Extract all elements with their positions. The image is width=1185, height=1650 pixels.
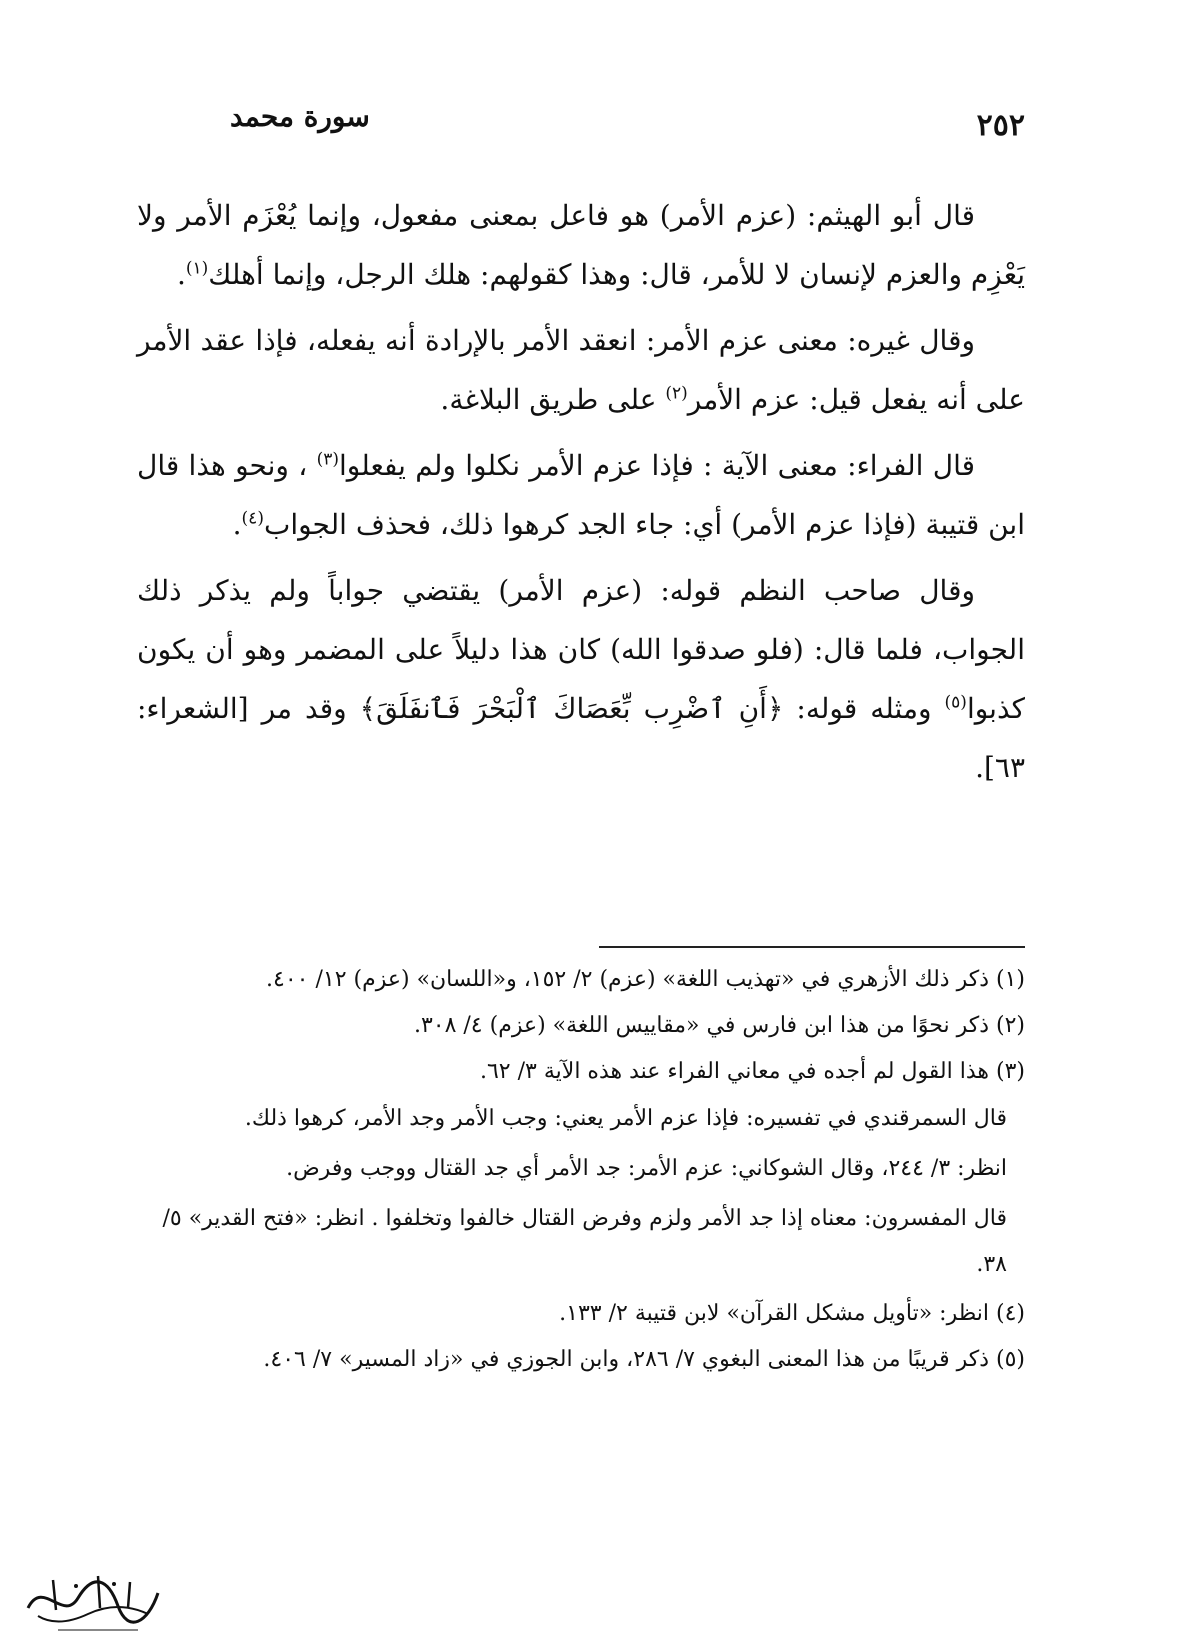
paragraph	[137, 561, 1025, 797]
paragraph-text: ومثله قوله:	[783, 692, 945, 725]
footnote-continuation: قال المفسرون: معناه إذا جد الأمر ولزم وفرض القتال خالفوا وتخلفوا . انظر: «فتح القدير» ٥/ ٣٨.	[162, 1206, 1007, 1277]
quran-verse: ﴿أَنِ ٱضْرِب بِّعَصَاكَ ٱلْبَحْرَ فَٱنفَلَقَ﴾	[359, 692, 784, 725]
paragraph-text: قال أبو الهيثم: (عزم الأمر) هو فاعل بمعنى مفعول، وإنما يُعْزَم الأمر ولا يَعْزِم والعزم لإنسان لا للأمر، قال: وهذا كقولهم: هلك الرجل، وإنما أهلك	[137, 199, 1025, 291]
paragraph	[137, 186, 1025, 304]
main-text	[137, 186, 1025, 797]
paragraph-text: ، ونحو هذا قال ابن قتيبة (فإذا عزم الأمر) أي: جاء الجد كرهوا ذلك، فحذف الجواب	[137, 449, 1025, 541]
page-number: ٢٥٢	[976, 108, 1025, 143]
page-header	[140, 100, 1025, 150]
footnote: (٥) ذكر قريبًا من هذا المعنى البغوي ٧/ ٢٨٦، وابن الجوزي في «زاد المسير» ٧/ ٤٠٦.	[263, 1347, 1025, 1372]
running-title: سورة محمد	[230, 100, 370, 133]
footnote-continuation: انظر: ٣/ ٢٤٤، وقال الشوكاني: عزم الأمر: جد الأمر أي جد القتال ووجب وفرض.	[286, 1156, 1007, 1181]
paragraph	[137, 436, 1025, 554]
footnote-continuation: قال السمرقندي في تفسيره: فإذا عزم الأمر يعني: وجب الأمر وجد الأمر، كرهوا ذلك.	[244, 1106, 1007, 1131]
footnote-divider	[599, 946, 1025, 948]
paragraph-text: وقال غيره: معنى عزم الأمر: انعقد الأمر بالإرادة أنه يفعله، فإذا عقد الأمر على أنه يفعل قيل: عزم الأمر	[137, 324, 1025, 416]
paragraph-text: .	[232, 508, 242, 541]
footnote-ref: (٣)	[316, 449, 339, 470]
footnotes	[145, 958, 1025, 1384]
footnote-ref: (٥)	[944, 692, 967, 713]
footnote: (٢) ذكر نحوًا من هذا ابن فارس في «مقاييس اللغة» (عزم) ٤/ ٣٠٨.	[413, 1013, 1025, 1038]
paragraph-text: على طريق البلاغة.	[440, 383, 666, 416]
paragraph	[137, 311, 1025, 429]
footnote-ref: (٢)	[665, 383, 688, 404]
footnote: (٣) هذا القول لم أجده في معاني الفراء عند هذه الآية ٣/ ٦٢.	[479, 1059, 1025, 1084]
publisher-logo	[18, 1568, 168, 1638]
footnote-ref: (١)	[185, 258, 209, 279]
paragraph-text: وقد مر [الشعراء: ٦٣].	[137, 692, 1025, 784]
paragraph-text: .	[176, 258, 186, 291]
footnote: (٤) انظر: «تأويل مشكل القرآن» لابن قتيبة ٢/ ١٣٣.	[559, 1301, 1025, 1326]
footnote-ref: (٤)	[241, 508, 264, 529]
paragraph-text: وقال صاحب النظم قوله: (عزم الأمر) يقتضي جواباً ولم يذكر ذلك الجواب، فلما قال: (فلو صدقوا الله) كان هذا دليلاً على المضمر وهو أن يكون كذبوا	[137, 574, 1026, 725]
paragraph-text: قال الفراء: معنى الآية : فإذا عزم الأمر نكلوا ولم يفعلوا	[338, 449, 976, 482]
footnote: (١) ذكر ذلك الأزهري في «تهذيب اللغة» (عزم) ٢/ ١٥٢، و«اللسان» (عزم) ١٢/ ٤٠٠.	[266, 967, 1025, 992]
